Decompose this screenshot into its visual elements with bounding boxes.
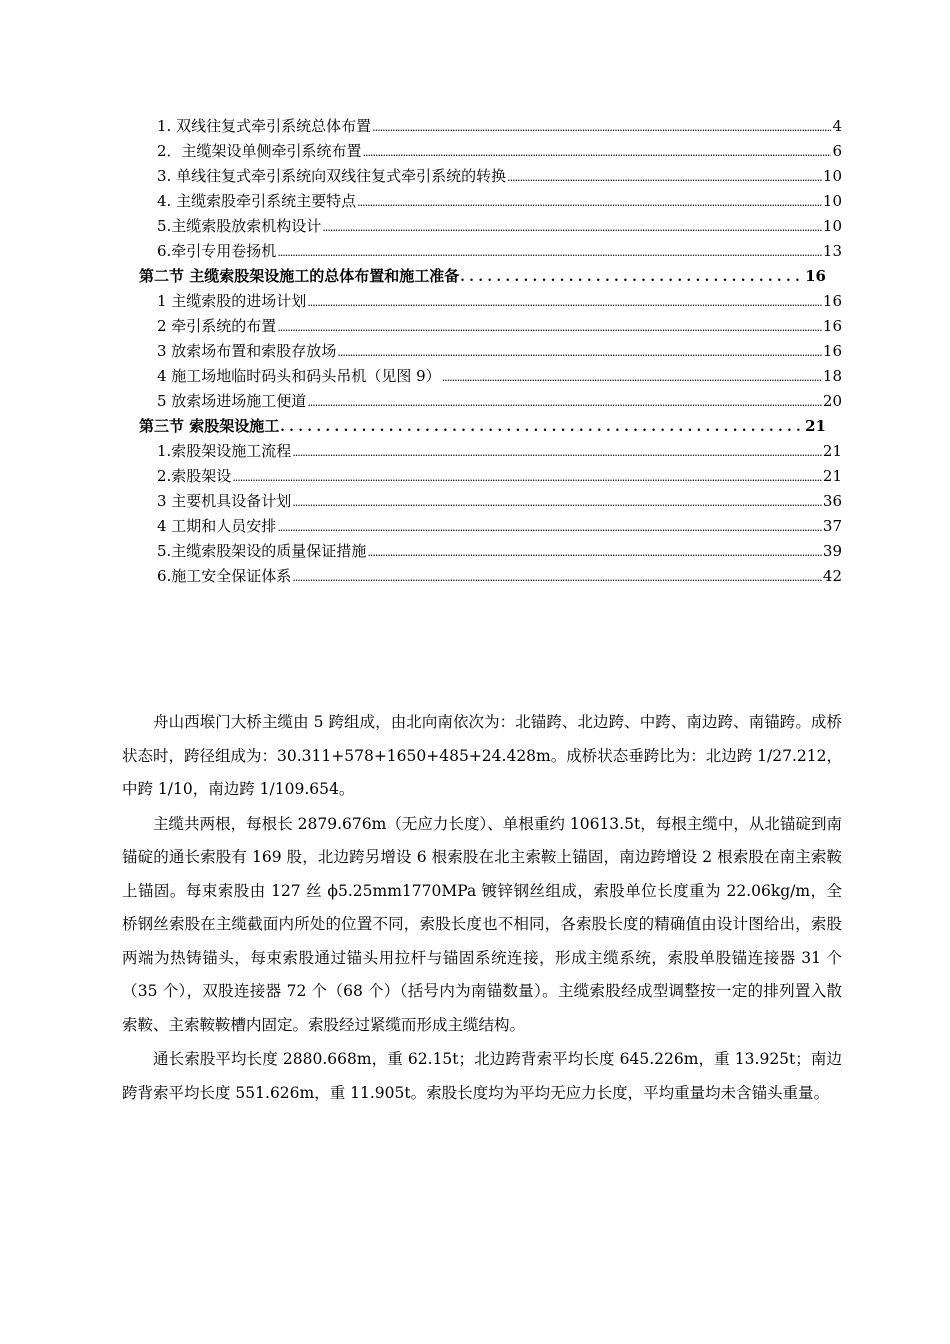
toc-entry-page: 16 — [822, 292, 842, 310]
toc-section-page: 16 — [805, 267, 826, 285]
toc-entry[interactable] — [157, 189, 842, 214]
toc-entry[interactable] — [157, 439, 842, 464]
toc-entry[interactable] — [157, 539, 842, 564]
body-text — [122, 706, 842, 1110]
toc-section-title: 第三节 索股架设施工 — [139, 417, 280, 435]
toc-leader-dots — [337, 339, 822, 365]
toc-entry-title: 1 主缆索股的进场计划 — [157, 292, 307, 310]
toc-entry-title: 5.主缆索股放索机构设计 — [157, 217, 322, 235]
body-paragraph: 通长索股平均长度 2880.668m，重 62.15t；北边跨背索平均长度 645.226m，重 13.925t；南边跨背索平均长度 551.626m，重 11.905t。索股长度均为平均无应力长度，平均重量均未含锚头重量。 — [122, 1050, 842, 1102]
toc-entry[interactable] — [157, 564, 842, 589]
toc-leader-dots — [307, 389, 822, 415]
toc-leader-dots — [322, 214, 822, 240]
toc-leader-dots — [307, 289, 822, 315]
toc-leader-dots — [292, 439, 822, 465]
toc-section-heading[interactable] — [139, 414, 826, 439]
toc-leader-dots — [442, 364, 822, 390]
toc-entry[interactable] — [157, 339, 842, 364]
toc-entry-title: 3. 单线往复式牵引系统向双线往复式牵引系统的转换 — [157, 167, 507, 185]
toc-section-heading[interactable] — [139, 264, 826, 289]
toc-entry-title: 3 放索场布置和索股存放场 — [157, 342, 337, 360]
toc-leader-dots — [277, 239, 822, 265]
toc-entry-page: 36 — [822, 492, 842, 510]
toc-leader-dots — [460, 264, 804, 290]
toc-entry[interactable] — [157, 389, 842, 414]
toc-entry[interactable] — [157, 139, 842, 164]
toc-entry-title: 4 施工场地临时码头和码头吊机（见图 9） — [157, 367, 441, 385]
toc-entry[interactable] — [157, 214, 842, 239]
toc-entry-page: 10 — [822, 167, 842, 185]
toc-entry-page: 21 — [822, 442, 842, 460]
toc-leader-dots — [367, 539, 822, 565]
toc-entry[interactable] — [157, 164, 842, 189]
toc-entry-page: 42 — [822, 567, 842, 585]
toc-leader-dots — [372, 114, 831, 140]
toc-leader-dots — [232, 464, 822, 490]
toc-entry-page: 21 — [822, 467, 842, 485]
body-paragraph: 舟山西堠门大桥主缆由 5 跨组成，由北向南依次为：北锚跨、北边跨、中跨、南边跨、南锚跨。成桥状态时，跨径组成为：30.311+578+1650+485+24.428m。成桥状态垂跨比为：北边跨 1/27.212，中跨 1/10，南边跨 1/109.654。 — [122, 713, 842, 798]
toc-entry[interactable] — [157, 514, 842, 539]
toc-entry-page: 4 — [832, 117, 842, 135]
toc-entry-page: 18 — [822, 367, 842, 385]
toc-entry-title: 5.主缆索股架设的质量保证措施 — [157, 542, 367, 560]
toc-entry-title: 4. 主缆索股牵引系统主要特点 — [157, 192, 357, 210]
toc-entry-page: 20 — [822, 392, 842, 410]
toc-entry-title: 1.索股架设施工流程 — [157, 442, 292, 460]
toc-entry[interactable] — [157, 289, 842, 314]
toc-entry[interactable] — [157, 489, 842, 514]
toc-entry-page: 37 — [822, 517, 842, 535]
toc-section-title: 第二节 主缆索股架设施工的总体布置和施工准备 — [139, 267, 460, 285]
toc-leader-dots — [357, 189, 822, 215]
toc-leader-dots — [277, 314, 822, 340]
toc-entry[interactable] — [157, 239, 842, 264]
toc-entry-title: 6.施工安全保证体系 — [157, 567, 292, 585]
toc-entry[interactable] — [157, 464, 842, 489]
toc-entry-page: 6 — [832, 142, 842, 160]
toc-entry-title: 5 放索场进场施工便道 — [157, 392, 307, 410]
toc-entry-page: 13 — [822, 242, 842, 260]
toc-entry-title: 2.索股架设 — [157, 467, 232, 485]
toc-entry-title: 4 工期和人员安排 — [157, 517, 277, 535]
body-paragraph: 主缆共两根，每根长 2879.676m（无应力长度）、单根重约 10613.5t，每根主缆中，从北锚碇到南锚碇的通长索股有 169 股，北边跨另增设 6 根索股在北主索鞍上锚固，南边跨增设 2 根索股在南主索鞍上锚固。每束索股由 127 丝 ϕ5.25mm1770MPa 镀锌钢丝组成，索股单位长度重为 22.06kg/m，全桥钢丝索股在主缆截面内所处的位置不同，索股长度也不相同，各索股长度的精确值由设计图给出，索股两端为热铸锚头，每束索股通过锚头用拉杆与锚固系统连接，形成主缆系统，索股单股锚连接器 31 个（35 个），双股连接器 72 个（68 个）（括号内为南锚数量）。主缆索股经成型调整按一定的排列置入散索鞍、主索鞍鞍槽内固定。索股经过紧缆而形成主缆结构。 — [122, 814, 842, 1034]
toc-entry-page: 39 — [822, 542, 842, 560]
toc-leader-dots — [507, 164, 822, 190]
toc-entry-title: 3 主要机具设备计划 — [157, 492, 292, 510]
toc-entry-page: 16 — [822, 317, 842, 335]
toc-entry-title: 2．主缆架设单侧牵引系统布置 — [157, 142, 362, 160]
toc-leader-dots — [292, 564, 822, 590]
toc-entry[interactable] — [157, 114, 842, 139]
toc-leader-dots — [363, 139, 832, 165]
toc-leader-dots — [292, 489, 822, 515]
toc-entry[interactable] — [157, 364, 842, 389]
toc-leader-dots — [277, 514, 822, 540]
toc-leader-dots — [280, 414, 804, 440]
toc-section-page: 21 — [805, 417, 826, 435]
table-of-contents — [0, 114, 950, 589]
toc-entry-page: 10 — [822, 192, 842, 210]
toc-entry[interactable] — [157, 314, 842, 339]
toc-entry-page: 10 — [822, 217, 842, 235]
toc-entry-title: 2 牵引系统的布置 — [157, 317, 277, 335]
toc-entry-page: 16 — [822, 342, 842, 360]
toc-entry-title: 6.牵引专用卷扬机 — [157, 242, 277, 260]
toc-entry-title: 1. 双线往复式牵引系统总体布置 — [157, 117, 372, 135]
